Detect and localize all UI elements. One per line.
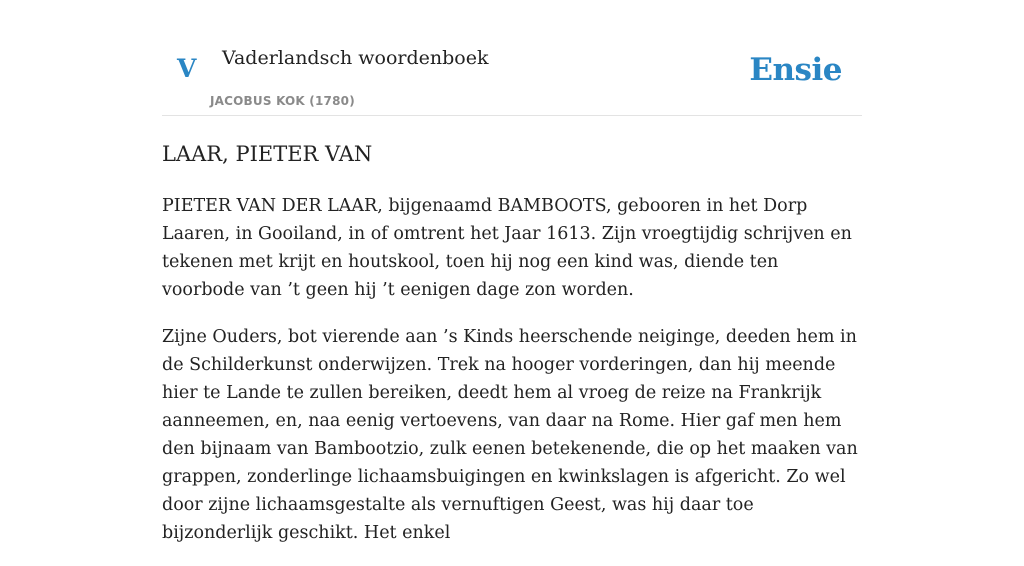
book-letter-icon[interactable]: V [177,54,197,83]
entry-body [162,192,862,566]
entry-paragraph-2: Zijne Ouders, bot vierende aan ’s Kinds heerschende neiginge, deeden hem in de Schilderkunst onderwijzen. Trek na hooger vorderingen, dan hij meende hier te Lande te zullen bereiken, deedt hem al vroeg de reize na Frankrijk aanneemen, en, naa eenig vertoevens, van daar na Rome. Hier gaf men hem den bijnaam van Bambootzio, zulk eenen betekenende, die op het maaken van grappen, zonderlinge lichaamsbuigingen en kwinkslagen is afgericht. Zo wel door zijne lichaamsgestalte als vernuftigen Geest, was hij daar toe bijzonderlijk geschikt. Het enkel [162,327,858,543]
book-title-link[interactable]: Vaderlandsch woordenboek [222,47,489,69]
entry-title: LAAR, PIETER VAN [162,142,373,166]
book-author: JACOBUS KOK (1780) [210,94,355,108]
ensie-logo-link[interactable]: Ensie [749,52,842,88]
entry-paragraph-1: PIETER VAN DER LAAR, bijgenaamd BAMBOOTS, gebooren in het Dorp Laaren, in Gooiland, in of omtrent het Jaar 1613. Zijn vroegtijdig schrijven en tekenen met krijt en houtskool, toen hij nog een kind was, diende ten voorbode van ’t geen hij ’t eenigen dage zon worden. [162,196,852,300]
page-container [162,0,862,543]
book-header [162,0,862,116]
